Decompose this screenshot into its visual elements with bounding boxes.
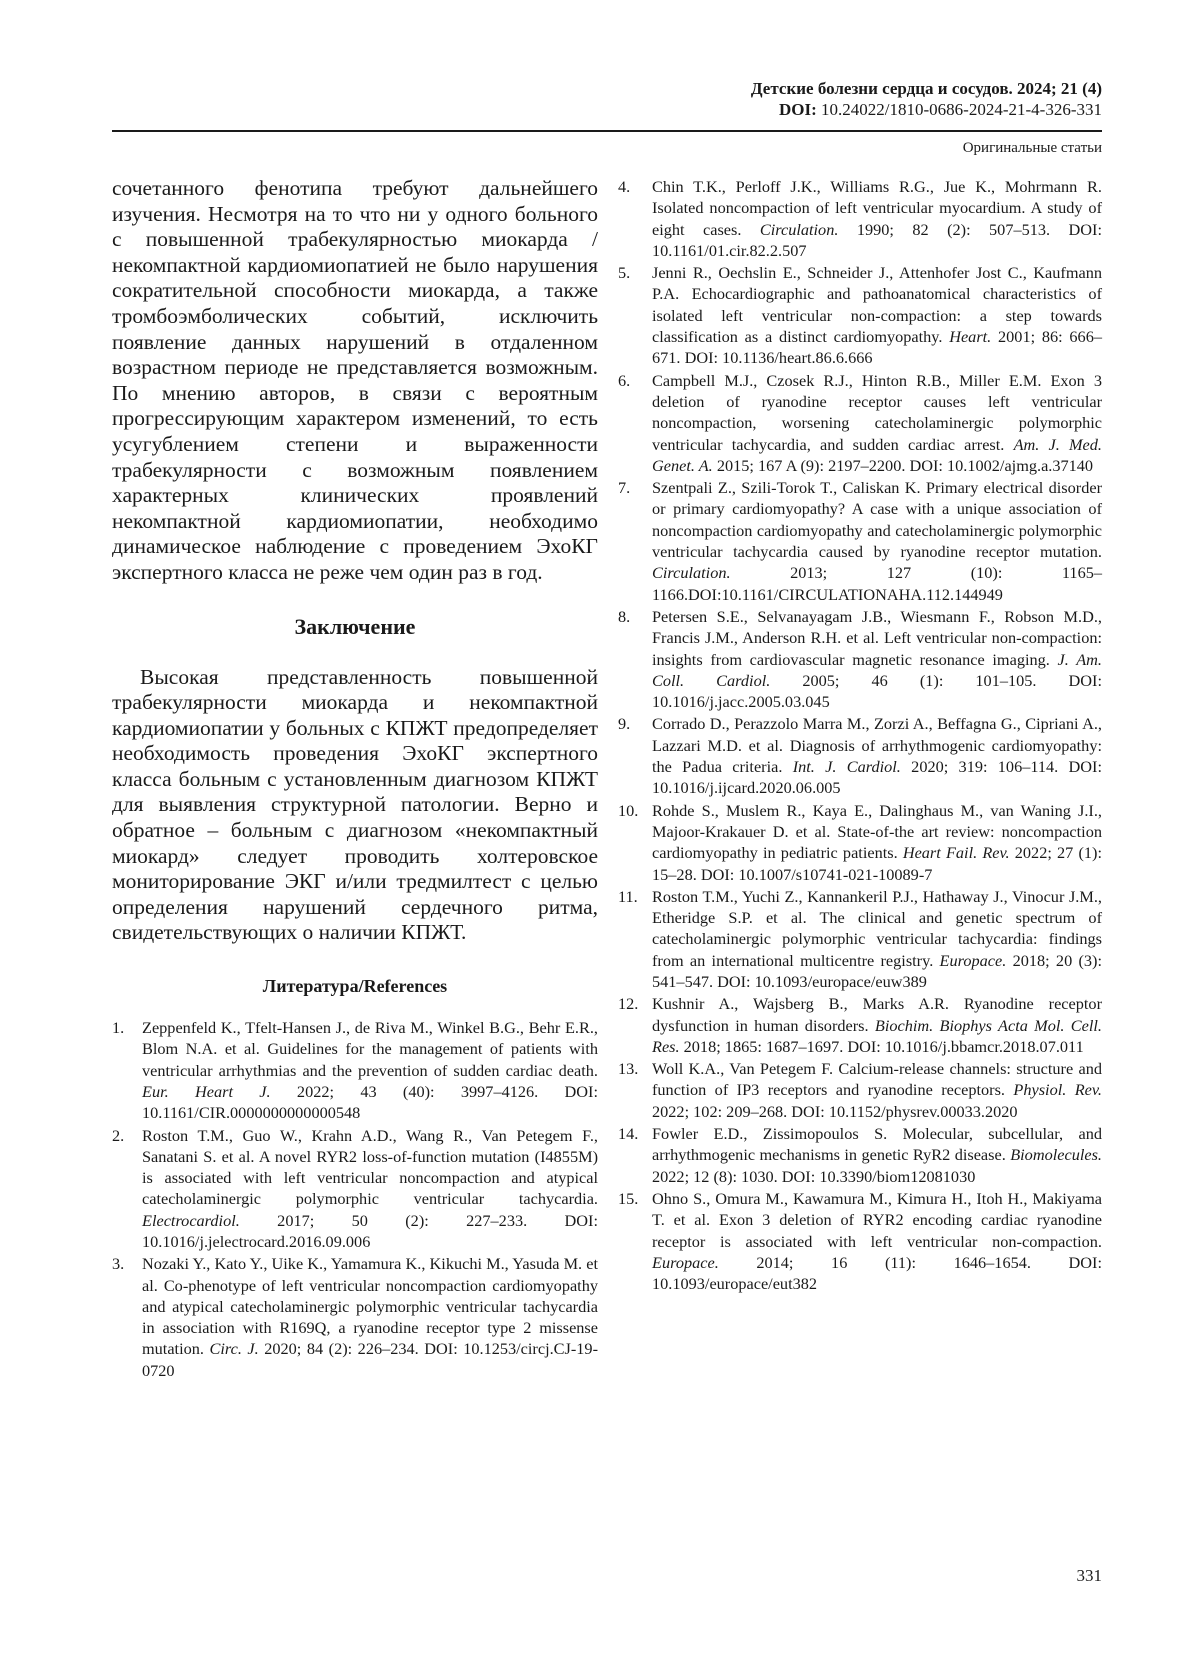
reference-number: 6. xyxy=(618,370,631,390)
reference-authors-title: Ohno S., Omura M., Kawamura M., Kimura H., Itoh H., Makiyama T. et al. Exon 3 deletion of RYR2 encoding cardiac ryanodine receptor is associated with left ventricular non-compaction. xyxy=(652,1188,1102,1251)
reference-item xyxy=(618,800,1102,885)
reference-item xyxy=(618,370,1102,476)
reference-authors-title: Campbell M.J., Czosek R.J., Hinton R.B., Miller E.M. Exon 3 deletion of ryanodine receptor causes left ventricular noncompaction, worsening catecholaminergic polymorphic ventricular tachycardia, and sudden cardiac arrest. xyxy=(652,370,1102,454)
reference-details: 2022; 102: 209–268. DOI: 10.1152/physrev.00033.2020 xyxy=(652,1101,1018,1121)
doi-value: 10.24022/1810-0686-2024-21-4-326-331 xyxy=(816,100,1102,119)
reference-number: 4. xyxy=(618,177,631,196)
reference-number: 13. xyxy=(618,1059,639,1079)
reference-authors-title: Fowler E.D., Zissimopoulos S. Molecular, subcellular, and arrhythmogenic mechanisms in genetic RyR2 disease. xyxy=(652,1124,1102,1165)
reference-details: 2022; 27 (1): 15–28. DOI: 10.1007/s10741-021-10089-7 xyxy=(652,843,1102,884)
reference-details: 2014; 16 (11): 1646–1654. DOI: 10.1093/europace/eut382 xyxy=(652,1252,1102,1294)
reference-authors-title: Jenni R., Oechslin E., Schneider J., Attenhofer Jost C., Kaufmann P.A. Echocardiographic and pathoanatomical characteristics of isolated left ventricular non-compaction: a step towards classification as a distinct cardiomyopathy. xyxy=(652,263,1102,347)
reference-item xyxy=(618,477,1102,605)
reference-authors-title: Corrado D., Perazzolo Marra M., Zorzi A., Beffagna G., Cipriani A., Lazzari M.D. et al. Diagnosis of arrhythmogenic cardiomyopathy: the Padua criteria. xyxy=(652,714,1102,777)
reference-details: 1990; 82 (2): 507–513. DOI: 10.1161/01.cir.82.2.507 xyxy=(652,219,1102,260)
header-rule xyxy=(112,130,1102,132)
reference-details: 2015; 167 A (9): 2197–2200. DOI: 10.1002/ajmg.a.37140 xyxy=(712,455,1094,475)
reference-number: 11. xyxy=(618,886,638,906)
reference-authors-title: Szentpali Z., Szili-Torok T., Caliskan K. Primary electrical disorder or primary cardiomyopathy? A case with a unique association of noncompaction cardiomyopathy and catecholaminergic polymorphic ventricular tachycardia caused by ryanodine receptor mutation. xyxy=(652,478,1102,562)
reference-item xyxy=(618,606,1102,712)
reference-journal: Circ. J. xyxy=(209,1339,259,1359)
reference-item xyxy=(112,1017,598,1123)
reference-authors-title: Woll K.A., Van Petegem F. Calcium-release channels: structure and function of IP3 receptors and ryanodine receptors. xyxy=(652,1059,1102,1100)
reference-details: 2020; 319: 106–114. DOI: 10.1016/j.ijcard.2020.06.005 xyxy=(652,757,1102,798)
reference-item xyxy=(618,262,1102,368)
reference-item xyxy=(618,886,1102,992)
article-doi xyxy=(112,99,1102,120)
section-label: Оригинальные статьи xyxy=(962,140,1102,156)
reference-journal: Eur. Heart J. xyxy=(142,1081,271,1101)
reference-details: 2018; 1865: 1687–1697. DOI: 10.1016/j.bbamcr.2018.07.011 xyxy=(679,1036,1084,1056)
reference-number: 15. xyxy=(618,1188,639,1208)
reference-details: 2022; 12 (8): 1030. DOI: 10.3390/biom12081030 xyxy=(652,1166,976,1186)
reference-number: 14. xyxy=(618,1124,639,1144)
reference-details: 2020; 84 (2): 226–234. DOI: 10.1253/circj.CJ-19-0720 xyxy=(142,1339,598,1380)
reference-details: 2001; 86: 666–671. DOI: 10.1136/heart.86.6.666 xyxy=(652,327,1102,368)
reference-authors-title: Rohde S., Muslem R., Kaya E., Dalinghaus M., van Waning J.I., Majoor-Krakauer D. et al. State-of-the art review: noncompaction cardiomyopathy in pediatric patients. xyxy=(652,800,1102,863)
reference-item xyxy=(618,1058,1102,1122)
references-heading: Литература/References xyxy=(262,976,448,997)
reference-journal: Europace. xyxy=(939,950,1007,970)
reference-journal: Physiol. Rev. xyxy=(1013,1080,1102,1100)
reference-item xyxy=(618,713,1102,798)
reference-item xyxy=(618,176,1102,261)
running-header xyxy=(112,78,1102,120)
reference-number: 2. xyxy=(112,1125,125,1145)
journal-title: Детские болезни сердца и сосудов. 2024; 21 (4) xyxy=(750,79,1102,98)
reference-authors-title: Roston T.M., Yuchi Z., Kannankeril P.J., Hathaway J., Vinocur J.M., Etheridge S.P. et al. The clinical and genetic spectrum of catecholaminergic polymorphic ventricular tachycardia: findings from an international multicentre registry. xyxy=(652,886,1102,970)
reference-journal: Heart Fail. Rev. xyxy=(902,843,1010,863)
right-column xyxy=(618,176,1102,1295)
reference-journal: Circulation. xyxy=(652,563,731,583)
reference-authors-title: Chin T.K., Perloff J.K., Williams R.G., Jue K., Mohrmann R. Isolated noncompaction of left ventricular myocardium. A study of eight cases. xyxy=(652,177,1102,239)
reference-journal: Biomolecules. xyxy=(1010,1145,1102,1165)
conclusion-heading: Заключение xyxy=(294,613,416,639)
reference-journal: Biochim. Biophys Acta Mol. Cell. Res. xyxy=(652,1015,1102,1056)
doi-label: DOI: xyxy=(779,100,817,119)
reference-number: 5. xyxy=(618,263,631,283)
reference-item xyxy=(112,1125,598,1253)
reference-journal: Heart. xyxy=(949,327,992,347)
reference-list-left xyxy=(112,1017,598,1381)
reference-authors-title: Roston T.M., Guo W., Krahn A.D., Wang R., Van Petegem F., Sanatani S. et al. A novel RYR2 loss-of-function mutation (I4855M) is associated with left ventricular noncompaction and atypical catecholaminergic polymorphic ventricular tachycardia. xyxy=(142,1125,598,1209)
reference-journal: Circulation. xyxy=(759,219,839,239)
reference-journal: Electrocardiol. xyxy=(142,1210,240,1230)
reference-number: 1. xyxy=(112,1018,125,1038)
conclusion-text: Высокая представленность повышенной трабекулярности миокарда и некомпактной кардиомиопатии у больных с КПЖТ предопределяет необходимость проведения ЭхоКГ экспертного класса больным с установленным диагнозом КПЖТ для выявления структурной патологии. Верно и обратное – больным с диагнозом «некомпактный миокард» следует проводить холтеровское мониторирование ЭКГ и/или тредмилтест с целью определения нарушений сердечного ритма, свидетельствующих о наличии КПЖТ. xyxy=(112,664,598,945)
reference-number: 7. xyxy=(618,478,631,498)
reference-journal: J. Am. Coll. Cardiol. xyxy=(652,649,1102,690)
reference-item xyxy=(618,1188,1102,1294)
reference-authors-title: Zeppenfeld K., Tfelt-Hansen J., de Riva M., Winkel B.G., Behr E.R., Blom N.A. et al. Guidelines for the management of patients with ventricular arrhythmias and the prevention of sudden cardiac death. xyxy=(142,1018,598,1080)
reference-journal: Europace. xyxy=(652,1252,719,1272)
reference-item xyxy=(112,1253,598,1381)
reference-authors-title: Nozaki Y., Kato Y., Uike K., Yamamura K., Kikuchi M., Yasuda M. et al. Co-phenotype of left ventricular noncompaction cardiomyopathy and atypical catecholaminergic polymorphic ventricular tachycardia in association with R169Q, a ryanodine receptor type 2 missense mutation. xyxy=(142,1254,598,1359)
reference-item xyxy=(618,993,1102,1057)
discussion-continuation: сочетанного фенотипа требуют дальнейшего изучения. Несмотря на то что ни у одного больного с повышенной трабекулярностью миокарда / некомпактной кардиомиопатией не было нарушения сократительной способности миокарда, а также тромбоэмболических событий, исключить появление данных нарушений в отдаленном возрастном периоде не представляется возможным. По мнению авторов, в связи с вероятным прогрессирующим характером изменений, то есть усугублением степени и выраженности трабекулярности с возможным появлением характерных клинических проявлений некомпактной кардиомиопатии, необходимо динамическое наблюдение с проведением ЭхоКГ экспертного класса не реже чем один раз в год. xyxy=(112,176,598,584)
reference-number: 9. xyxy=(618,714,631,734)
reference-item xyxy=(618,1123,1102,1187)
reference-details: 2005; 46 (1): 101–105. DOI: 10.1016/j.jacc.2005.03.045 xyxy=(652,670,1102,712)
reference-authors-title: Petersen S.E., Selvanayagam J.B., Wiesmann F., Robson M.D., Francis J.M., Anderson R.H. et al. Left ventricular non-compaction: insights from cardiovascular magnetic resonance imaging. xyxy=(652,606,1102,669)
page-number: 331 xyxy=(1076,1566,1102,1585)
reference-number: 10. xyxy=(618,800,639,820)
reference-journal: Am. J. Med. Genet. A. xyxy=(652,434,1102,475)
reference-details: 2017; 50 (2): 227–233. DOI: 10.1016/j.jelectrocard.2016.09.006 xyxy=(142,1210,598,1251)
reference-details: 2022; 43 (40): 3997–4126. DOI: 10.1161/CIR.0000000000000548 xyxy=(142,1081,599,1123)
reference-authors-title: Kushnir A., Wajsberg B., Marks A.R. Ryanodine receptor dysfunction in human disorders. xyxy=(652,994,1102,1035)
reference-list-right xyxy=(618,176,1102,1294)
reference-journal: Int. J. Cardiol. xyxy=(792,757,901,777)
reference-number: 12. xyxy=(618,994,639,1014)
reference-number: 3. xyxy=(112,1254,125,1274)
reference-details: 2018; 20 (3): 541–547. DOI: 10.1093/europace/euw389 xyxy=(652,950,1102,991)
left-column xyxy=(112,176,598,1382)
reference-details: 2013; 127 (10): 1165–1166.DOI:10.1161/CIRCULATIONAHA.112.144949 xyxy=(652,563,1102,604)
reference-number: 8. xyxy=(618,606,631,626)
